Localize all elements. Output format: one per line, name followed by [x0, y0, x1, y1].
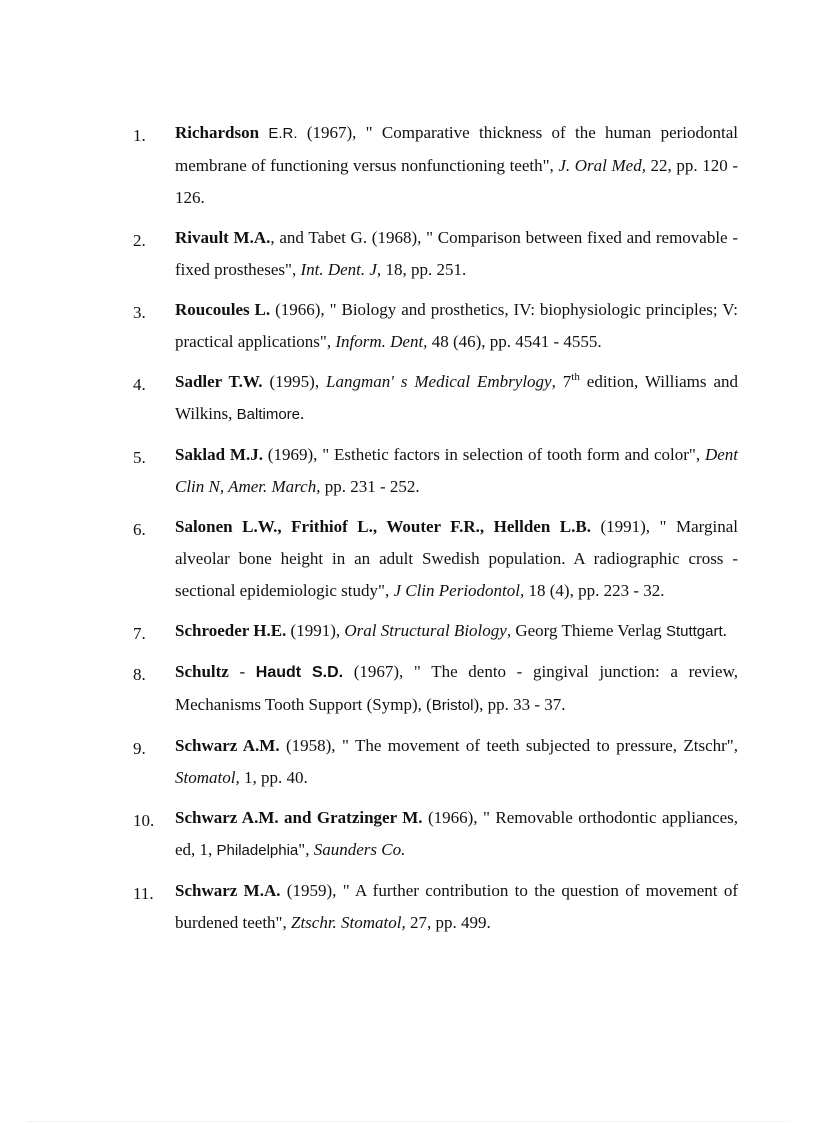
- reference-end: .: [722, 621, 727, 640]
- reference-body: (1959), " A further contribution to the question of movement of burdened teeth",: [175, 881, 738, 932]
- reference-body: (1991), " Marginal alveolar bone height in an adult Swedish population. A radiographic cross - sectional epidemiologic study",: [175, 517, 738, 600]
- reference-item: [133, 511, 738, 607]
- reference-tail: 27, pp. 499.: [405, 913, 491, 932]
- reference-tail: 18, pp. 251.: [381, 260, 467, 279]
- reference-place: Baltimore: [236, 406, 301, 423]
- reference-number: 9.: [133, 739, 146, 758]
- reference-list: [133, 117, 738, 939]
- reference-tail: 1, pp. 40.: [239, 768, 308, 787]
- page-bottom-divider: [28, 1121, 788, 1122]
- reference-number: 1.: [133, 126, 146, 145]
- reference-journal: Stomatol,: [175, 768, 240, 787]
- reference-author: Roucoules L.: [175, 300, 271, 319]
- reference-quote-close: ",: [298, 840, 314, 859]
- reference-body: , and Tabet G. (1968), " Comparison between fixed and removable - fixed prostheses",: [175, 228, 738, 279]
- reference-journal: Oral Structural Biology: [344, 621, 507, 640]
- reference-number: 2.: [133, 231, 146, 250]
- reference-author: Rivault M.A.: [175, 228, 271, 247]
- reference-place: Philadelphia: [216, 842, 299, 859]
- reference-journal: Langman' s Medical Embrylogy: [326, 372, 552, 391]
- reference-item: [133, 294, 738, 358]
- reference-author: Schwarz A.M. and Gratzinger M.: [175, 808, 423, 827]
- reference-tail: 48 (46), pp. 4541 - 4555.: [427, 332, 602, 351]
- reference-author: Schroeder H.E.: [175, 621, 287, 640]
- reference-author: Richardson: [175, 123, 260, 142]
- reference-item: [133, 875, 738, 939]
- reference-number: 6.: [133, 520, 146, 539]
- reference-superscript: th: [571, 371, 580, 383]
- reference-body: (1966), " Removable orthodontic appliances, ed, 1,: [175, 808, 738, 859]
- reference-item: [133, 730, 738, 794]
- reference-author-initials: E.R.: [268, 125, 298, 142]
- reference-author: Schwarz A.M.: [175, 736, 280, 755]
- reference-body: (1991),: [286, 621, 345, 640]
- reference-edition: , 7: [551, 372, 572, 391]
- reference-item: [133, 366, 738, 431]
- reference-journal: Int. Dent. J,: [300, 260, 382, 279]
- reference-number: 10.: [133, 811, 155, 830]
- reference-body: (1967), " Comparative thickness of the human periodontal membrane of functioning versus nonfunctioning teeth",: [175, 123, 738, 175]
- reference-journal: J Clin Periodontol,: [393, 581, 525, 600]
- reference-number: 5.: [133, 448, 146, 467]
- reference-body: (1967), " The dento - gingival junction: a review, Mechanisms Tooth Support (Symp), (: [175, 662, 738, 714]
- reference-tail: 22, pp. 120 - 126.: [175, 156, 738, 207]
- reference-item: [133, 117, 738, 214]
- reference-body: (1958), " The movement of teeth subjected to pressure, Ztschr",: [279, 736, 738, 755]
- reference-number: 3.: [133, 303, 146, 322]
- reference-author: Schultz: [175, 662, 229, 681]
- reference-body: (1969), " Esthetic factors in selection of tooth form and color",: [262, 445, 705, 464]
- reference-journal: Ztschr. Stomatol,: [290, 913, 406, 932]
- reference-journal: Inform. Dent,: [335, 332, 428, 351]
- reference-tail: 18 (4), pp. 223 - 32.: [524, 581, 665, 600]
- reference-author-second: Haudt S.D.: [255, 664, 344, 681]
- reference-item: [133, 656, 738, 722]
- reference-tail: pp. 231 - 252.: [320, 477, 420, 496]
- reference-place: Bristol: [431, 697, 474, 714]
- reference-item: [133, 439, 738, 503]
- reference-body: (1995),: [262, 372, 327, 391]
- reference-author: Schwarz M.A.: [175, 881, 281, 900]
- reference-end: .: [300, 404, 305, 423]
- reference-author: Salonen L.W., Frithiof L., Wouter F.R., Hellden L.B.: [175, 517, 591, 536]
- reference-place: Stuttgart: [665, 623, 723, 640]
- reference-tail: , Georg Thieme Verlag: [506, 621, 666, 640]
- reference-item: [133, 802, 738, 867]
- reference-number: 7.: [133, 624, 146, 643]
- reference-body: (1966), " Biology and prosthetics, IV: biophysiologic principles; V: practical applications",: [175, 300, 738, 351]
- reference-tail: edition, Williams and Wilkins,: [175, 372, 738, 423]
- reference-journal: Dent Clin N, Amer. March,: [175, 445, 738, 496]
- reference-author: Saklad M.J.: [175, 445, 263, 464]
- reference-number: 11.: [133, 884, 154, 903]
- reference-journal: Saunders Co.: [313, 840, 406, 859]
- reference-number: 8.: [133, 665, 146, 684]
- reference-end: ), pp. 33 - 37.: [473, 695, 566, 714]
- reference-author: Sadler T.W.: [175, 372, 263, 391]
- reference-item: [133, 222, 738, 286]
- reference-item: [133, 615, 738, 648]
- reference-journal: J. Oral Med,: [558, 156, 646, 175]
- reference-dash: -: [228, 662, 256, 681]
- reference-number: 4.: [133, 375, 146, 394]
